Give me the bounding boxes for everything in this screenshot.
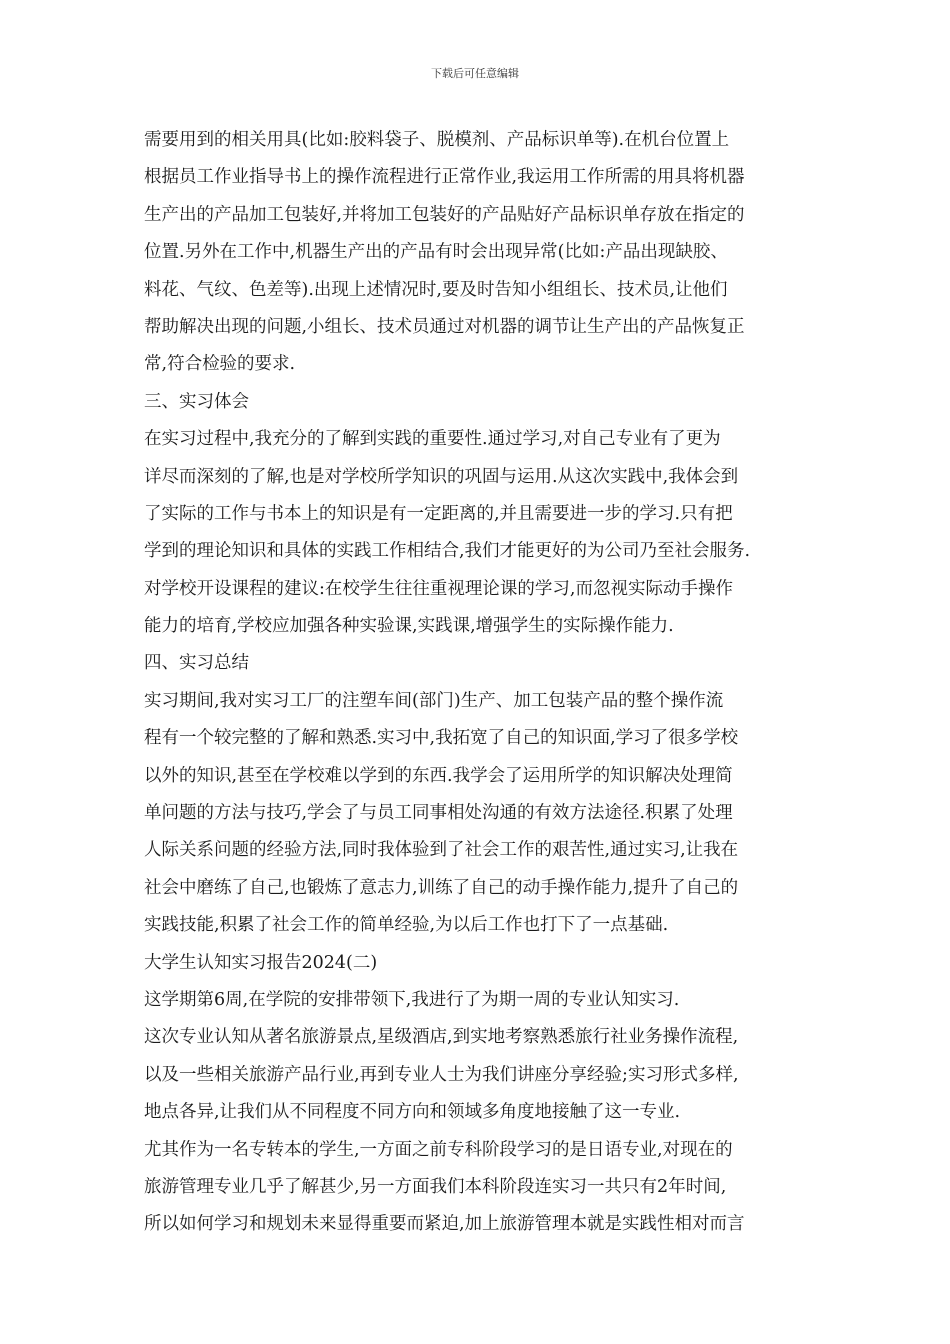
text-line: 大学生认知实习报告2024(二) [144, 952, 378, 973]
text-line: 实践技能,积累了社会工作的简单经验,为以后工作也打下了一点基础. [144, 915, 669, 936]
text-line: 四、实习总结 [144, 653, 249, 674]
text-line: 人际关系问题的经验方法,同时我体验到了社会工作的艰苦性,通过实习,让我在 [144, 840, 739, 861]
text-line: 料花、气纹、色差等).出现上述情况时,要及时告知小组组长、技术员,让他们 [144, 279, 728, 300]
text-line: 根据员工作业指导书上的操作流程进行正常作业,我运用工作所需的用具将机器 [144, 167, 745, 188]
text-line: 能力的培育,学校应加强各种实验课,实践课,增强学生的实际操作能力. [144, 616, 674, 637]
text-line: 位置.另外在工作中,机器生产出的产品有时会出现异常(比如:产品出现缺胶、 [144, 242, 728, 263]
text-line: 了实际的工作与书本上的知识是有一定距离的,并且需要进一步的学习.只有把 [144, 503, 733, 524]
text-line: 在实习过程中,我充分的了解到实践的重要性.通过学习,对自己专业有了更为 [144, 429, 721, 450]
text-line: 以外的知识,甚至在学校难以学到的东西.我学会了运用所学的知识解决处理简 [144, 765, 733, 786]
text-line: 单问题的方法与技巧,学会了与员工同事相处沟通的有效方法途径.积累了处理 [144, 803, 733, 824]
text-line: 尤其作为一名专转本的学生,一方面之前专科阶段学习的是日语专业,对现在的 [144, 1139, 733, 1160]
text-line: 社会中磨练了自己,也锻炼了意志力,训练了自己的动手操作能力,提升了自己的 [144, 877, 739, 898]
text-line: 这次专业认知从著名旅游景点,星级酒店,到实地考察熟悉旅行社业务操作流程, [144, 1027, 739, 1048]
text-line: 常,符合检验的要求. [144, 354, 296, 375]
page-header: 下载后可任意编辑 [431, 67, 519, 80]
text-line: 对学校开设课程的建议:在校学生往往重视理论课的学习,而忽视实际动手操作 [144, 578, 733, 599]
text-line: 程有一个较完整的了解和熟悉.实习中,我拓宽了自己的知识面,学习了很多学校 [144, 728, 739, 749]
text-line: 旅游管理专业几乎了解甚少,另一方面我们本科阶段连实习一共只有2年时间, [144, 1176, 727, 1197]
text-line: 详尽而深刻的了解,也是对学校所学知识的巩固与运用.从这次实践中,我体会到 [144, 466, 739, 487]
text-line: 以及一些相关旅游产品行业,再到专业人士为我们讲座分享经验;实习形式多样, [144, 1064, 739, 1085]
text-line: 这学期第6周,在学院的安排带领下,我进行了为期一周的专业认知实习. [144, 989, 680, 1010]
text-line: 需要用到的相关用具(比如:胶料袋子、脱模剂、产品标识单等).在机台位置上 [144, 130, 730, 150]
text-line: 所以如何学习和规划未来显得重要而紧迫,加上旅游管理本就是实践性相对而言 [144, 1214, 745, 1235]
document-body [144, 122, 814, 1244]
text-line: 实习期间,我对实习工厂的注塑车间(部门)生产、加工包装产品的整个操作流 [144, 690, 724, 711]
text-line: 学到的理论知识和具体的实践工作相结合,我们才能更好的为公司乃至社会服务. [144, 541, 751, 562]
text-line: 地点各异,让我们从不同程度不同方向和领域多角度地接触了这一专业. [144, 1102, 681, 1123]
text-line: 生产出的产品加工包装好,并将加工包装好的产品贴好产品标识单存放在指定的 [144, 204, 745, 225]
text-line: 三、实习体会 [144, 391, 249, 412]
text-line: 帮助解决出现的问题,小组长、技术员通过对机器的调节让生产出的产品恢复正 [144, 316, 745, 337]
